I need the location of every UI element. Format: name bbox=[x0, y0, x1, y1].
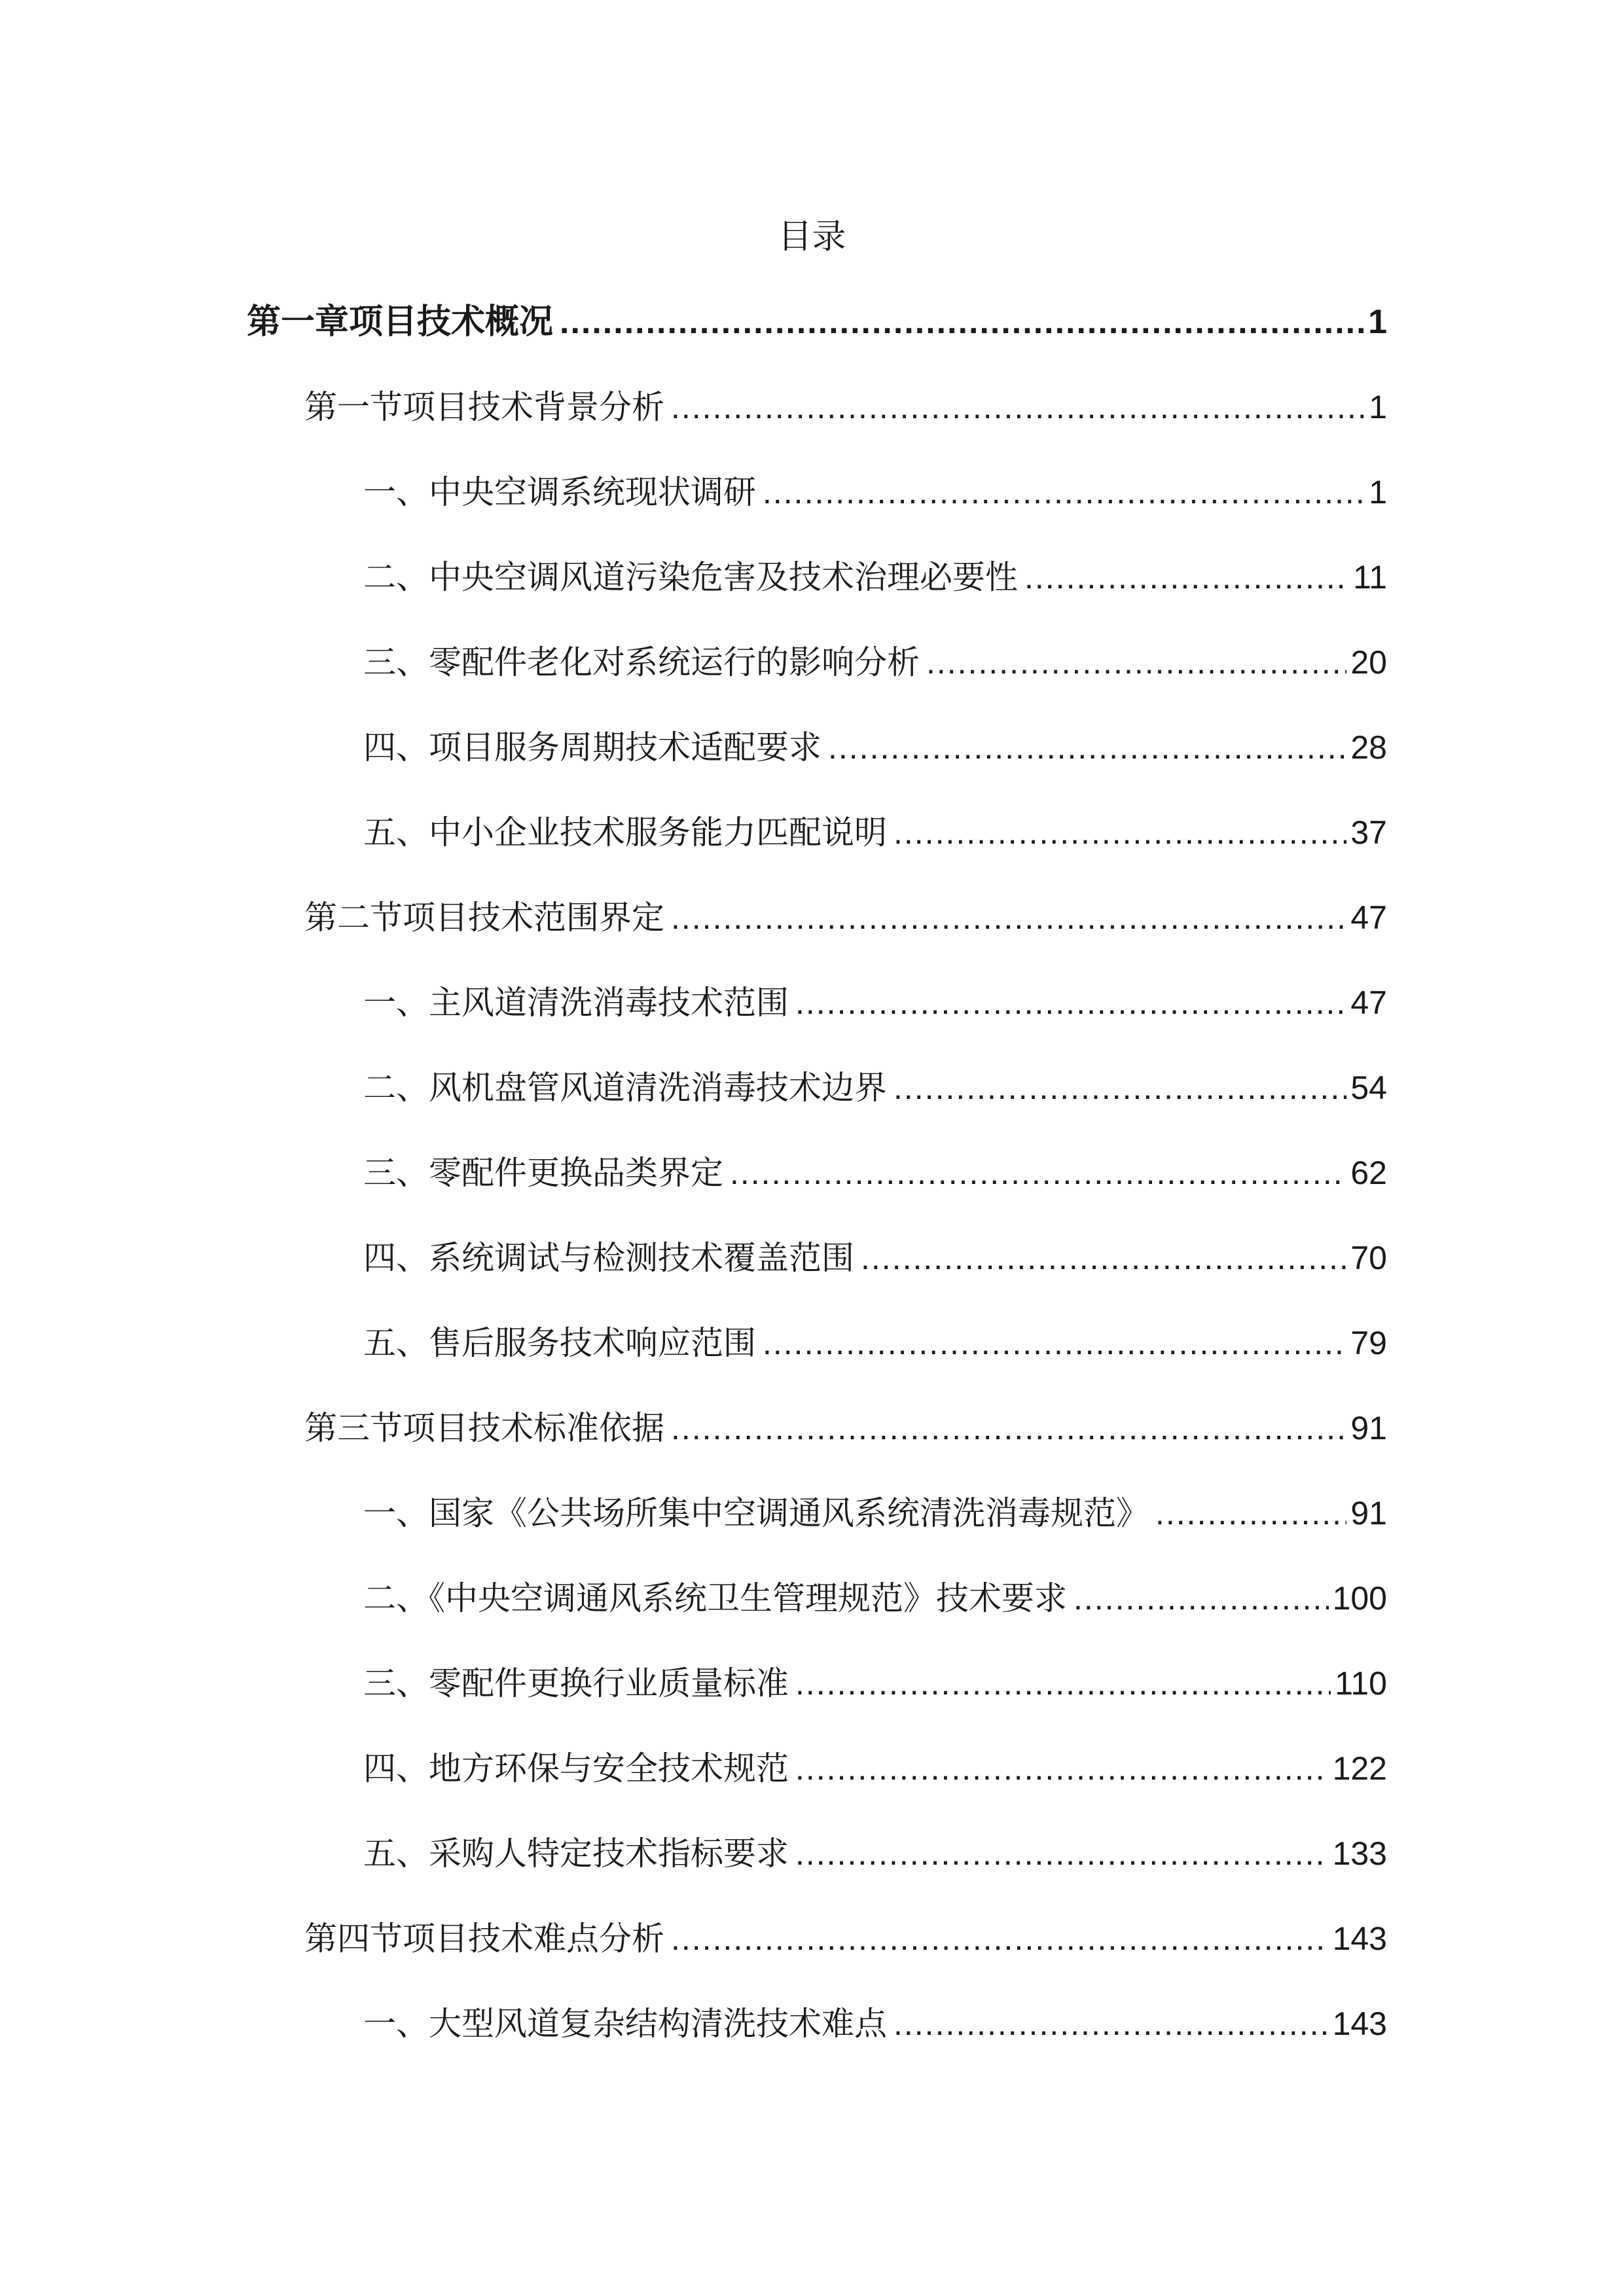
toc-entry-title: 三、零配件更换行业质量标准 bbox=[363, 1664, 789, 1702]
toc-dot-leader bbox=[730, 1147, 1346, 1199]
toc-dot-leader bbox=[763, 1317, 1346, 1369]
toc-page-number: 54 bbox=[1350, 1069, 1387, 1106]
toc-page-number: 1 bbox=[1368, 303, 1387, 341]
toc-dot-leader bbox=[893, 1062, 1346, 1114]
toc-page-number: 110 bbox=[1335, 1665, 1387, 1702]
toc-dot-leader bbox=[893, 1998, 1329, 2050]
toc-page-number: 28 bbox=[1350, 729, 1387, 766]
toc-dot-leader bbox=[795, 1657, 1331, 1710]
toc-entry-title: 二、中央空调风道污染危害及技术治理必要性 bbox=[363, 558, 1018, 596]
toc-entry[interactable] bbox=[304, 891, 1387, 944]
toc-page-number: 47 bbox=[1350, 899, 1387, 936]
toc-entry[interactable] bbox=[363, 806, 1387, 859]
toc-entry[interactable] bbox=[247, 296, 1387, 348]
toc-dot-leader bbox=[1074, 1572, 1329, 1624]
toc-dot-leader bbox=[893, 806, 1346, 859]
toc-entry[interactable] bbox=[363, 1742, 1387, 1795]
toc-entry-title: 三、零配件老化对系统运行的影响分析 bbox=[363, 643, 920, 681]
toc-entry-title: 第一节项目技术背景分析 bbox=[304, 388, 664, 426]
toc-entry[interactable] bbox=[363, 1232, 1387, 1284]
toc-entry-title: 四、地方环保与安全技术规范 bbox=[363, 1749, 789, 1787]
toc-entry[interactable] bbox=[363, 1572, 1387, 1624]
toc-entry-title: 第二节项目技术范围界定 bbox=[304, 899, 664, 937]
toc-entry-title: 第三节项目技术标准依据 bbox=[304, 1409, 664, 1447]
toc-entry[interactable] bbox=[363, 466, 1387, 518]
toc-dot-leader bbox=[671, 891, 1346, 944]
toc-page-number: 143 bbox=[1332, 1920, 1387, 1957]
toc-entry[interactable] bbox=[363, 1998, 1387, 2050]
toc-page-number: 37 bbox=[1350, 814, 1387, 851]
toc-dot-leader bbox=[926, 636, 1346, 689]
toc-entry-title: 一、中央空调系统现状调研 bbox=[363, 473, 756, 511]
toc-entry-title: 二、《中央空调通风系统卫生管理规范》技术要求 bbox=[363, 1579, 1067, 1617]
toc-page-number: 70 bbox=[1350, 1240, 1387, 1276]
toc-entry-title: 三、零配件更换品类界定 bbox=[363, 1154, 723, 1192]
toc-dot-leader bbox=[763, 466, 1365, 518]
toc-page-number: 1 bbox=[1369, 474, 1387, 511]
toc-entry[interactable] bbox=[304, 1402, 1387, 1454]
toc-entry[interactable] bbox=[363, 1147, 1387, 1199]
toc-entry[interactable] bbox=[363, 551, 1387, 603]
toc-entry[interactable] bbox=[363, 1657, 1387, 1710]
toc-entry[interactable] bbox=[363, 1827, 1387, 1880]
toc-page-number: 11 bbox=[1353, 559, 1387, 596]
toc-entry[interactable] bbox=[363, 977, 1387, 1029]
toc-entry-title: 一、大型风道复杂结构清洗技术难点 bbox=[363, 2005, 887, 2043]
toc-entry[interactable] bbox=[363, 1317, 1387, 1369]
toc-dot-leader bbox=[828, 721, 1346, 774]
toc-dot-leader bbox=[795, 977, 1346, 1029]
toc-page-number: 1 bbox=[1369, 389, 1387, 425]
toc-page-number: 79 bbox=[1350, 1325, 1387, 1361]
toc-page-number: 91 bbox=[1350, 1495, 1387, 1532]
toc-entry-title: 四、系统调试与检测技术覆盖范围 bbox=[363, 1239, 854, 1277]
toc-dot-leader bbox=[795, 1742, 1329, 1795]
toc-dot-leader bbox=[671, 381, 1365, 433]
toc-page-number: 20 bbox=[1350, 644, 1387, 681]
toc-dot-leader bbox=[560, 296, 1364, 348]
toc-page-number: 47 bbox=[1350, 984, 1387, 1021]
toc-entry-title: 五、采购人特定技术指标要求 bbox=[363, 1835, 789, 1873]
toc-dot-leader bbox=[1155, 1487, 1346, 1539]
toc-entry[interactable] bbox=[304, 381, 1387, 433]
toc-dot-leader bbox=[861, 1232, 1346, 1284]
toc-entry[interactable] bbox=[304, 1912, 1387, 1965]
toc-page-number: 143 bbox=[1332, 2005, 1387, 2042]
toc-entry-title: 第四节项目技术难点分析 bbox=[304, 1920, 664, 1958]
toc-dot-leader bbox=[795, 1827, 1329, 1880]
toc-entry[interactable] bbox=[363, 1062, 1387, 1114]
toc-entry[interactable] bbox=[363, 1487, 1387, 1539]
toc-page-number: 133 bbox=[1332, 1835, 1387, 1872]
toc-dot-leader bbox=[671, 1402, 1346, 1454]
toc-entry-title: 第一章项目技术概况 bbox=[247, 302, 554, 342]
toc-page-number: 91 bbox=[1350, 1410, 1387, 1446]
toc-dot-leader bbox=[671, 1912, 1329, 1965]
toc-entry-title: 一、主风道清洗消毒技术范围 bbox=[363, 984, 789, 1022]
toc-dot-leader bbox=[1024, 551, 1349, 603]
toc-entry-title: 二、风机盘管风道清洗消毒技术边界 bbox=[363, 1069, 887, 1107]
toc-page-number: 100 bbox=[1332, 1580, 1387, 1617]
toc-entry[interactable] bbox=[363, 721, 1387, 774]
toc-title: 目录 bbox=[778, 217, 846, 257]
toc-entry-title: 一、国家《公共场所集中空调通风系统清洗消毒规范》 bbox=[363, 1494, 1149, 1532]
toc-entry-title: 五、售后服务技术响应范围 bbox=[363, 1324, 756, 1362]
toc-page-number: 62 bbox=[1350, 1155, 1387, 1191]
toc-entry-title: 五、中小企业技术服务能力匹配说明 bbox=[363, 814, 887, 852]
toc-entry[interactable] bbox=[363, 636, 1387, 689]
toc-entry-title: 四、项目服务周期技术适配要求 bbox=[363, 728, 821, 766]
toc-page-number: 122 bbox=[1332, 1750, 1387, 1787]
